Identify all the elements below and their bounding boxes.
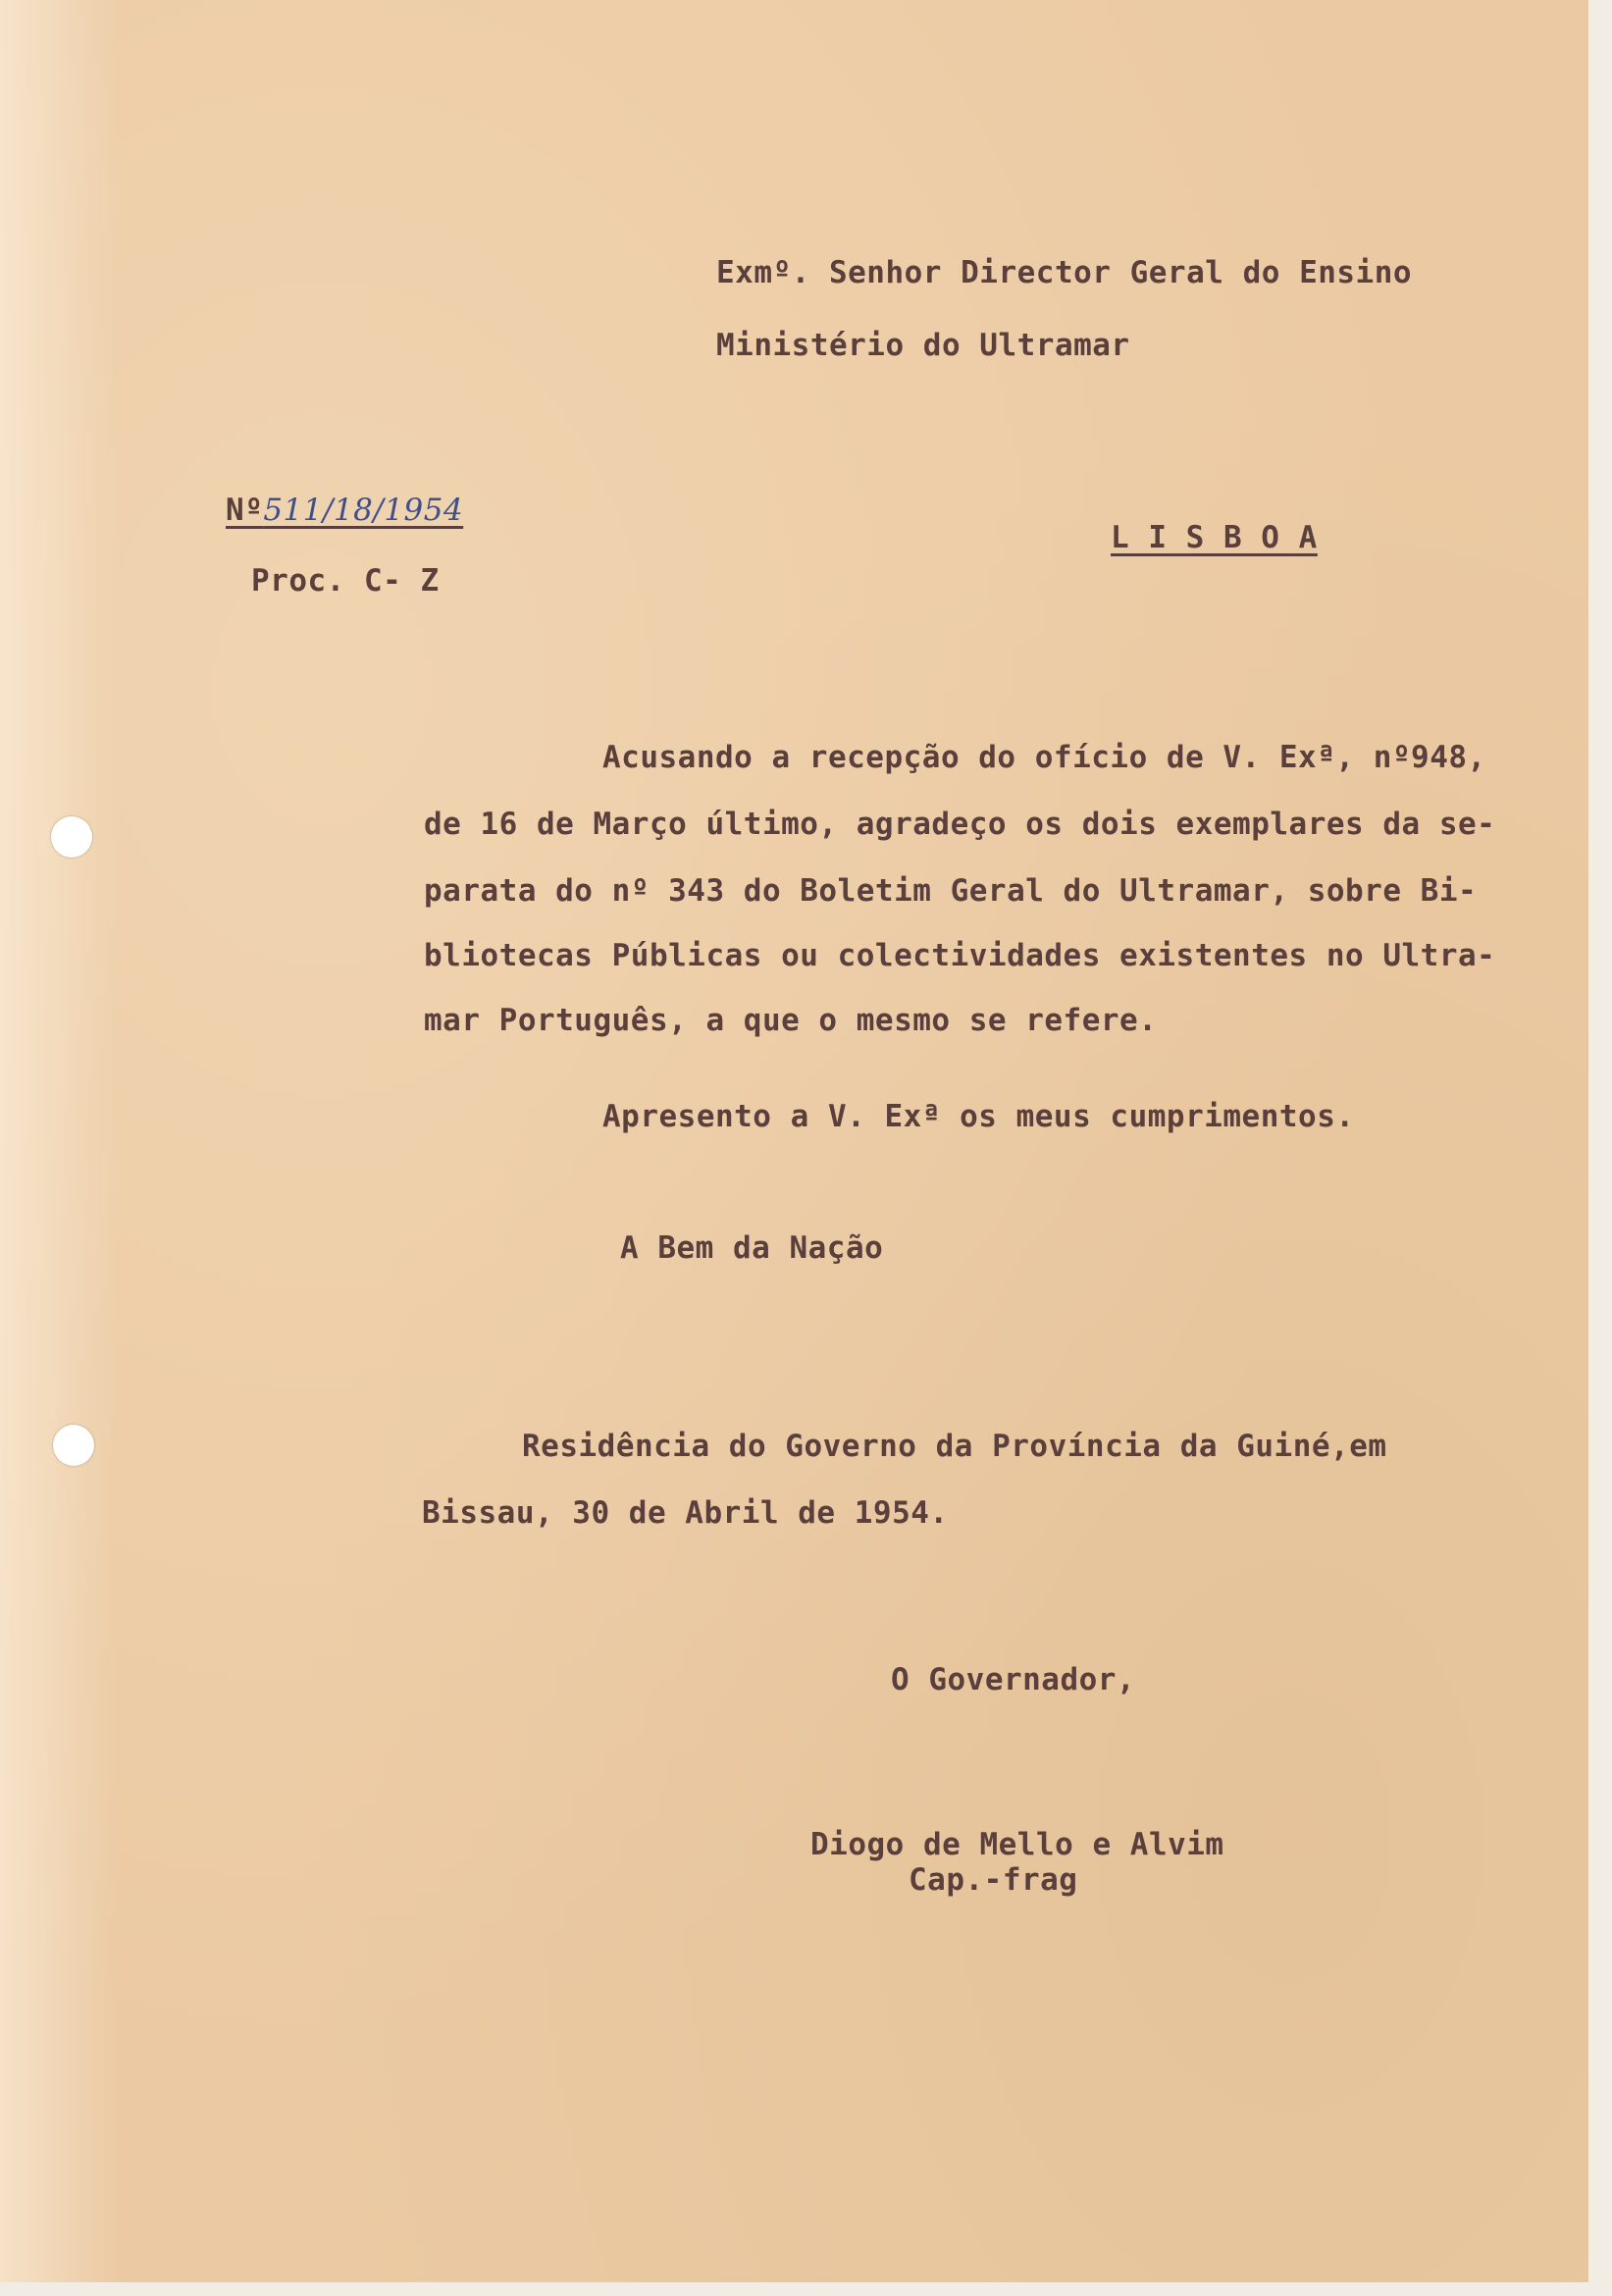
place-date-line-1: Residência do Governo da Província da Guiné,em — [522, 1429, 1387, 1464]
closing-formula: A Bem da Nação — [620, 1230, 884, 1266]
place-date-line-2: Bissau, 30 de Abril de 1954. — [422, 1495, 949, 1531]
body-line-3: parata do nº 343 do Boletim Geral do Ultramar, sobre Bi- — [424, 873, 1478, 909]
body-line-1: Acusando a recepção do ofício de V. Exª, nº948, — [602, 740, 1486, 775]
process-code: Proc. C- Z — [251, 563, 440, 599]
reference-handwritten-number: 511/18/1954 — [263, 493, 464, 528]
greeting: Apresento a V. Exª os meus cumprimentos. — [602, 1099, 1355, 1134]
addressee-line-1: Exmº. Senhor Director Geral do Ensino — [716, 255, 1413, 290]
punch-hole-bottom — [53, 1425, 94, 1466]
reference-prefix: Nº — [226, 493, 264, 528]
body-line-5: mar Português, a que o mesmo se refere. — [424, 1003, 1158, 1038]
page-edge-right — [1588, 0, 1612, 2296]
signatory-name: Diogo de Mello e Alvim — [810, 1827, 1224, 1862]
page-edge-bottom — [0, 2282, 1612, 2296]
signatory-rank: Cap.-frag — [909, 1862, 1078, 1898]
reference-number — [226, 493, 463, 528]
addressee-line-2: Ministério do Ultramar — [716, 328, 1130, 363]
signatory-role: O Governador, — [891, 1662, 1136, 1697]
body-line-2: de 16 de Março último, agradeço os dois exemplares da se- — [424, 807, 1496, 842]
page-edge-left — [0, 0, 118, 2296]
destination-city: L I S B O A — [1111, 520, 1318, 555]
punch-hole-top — [51, 816, 92, 858]
body-line-4: bliotecas Públicas ou colectividades existentes no Ultra- — [424, 938, 1496, 973]
